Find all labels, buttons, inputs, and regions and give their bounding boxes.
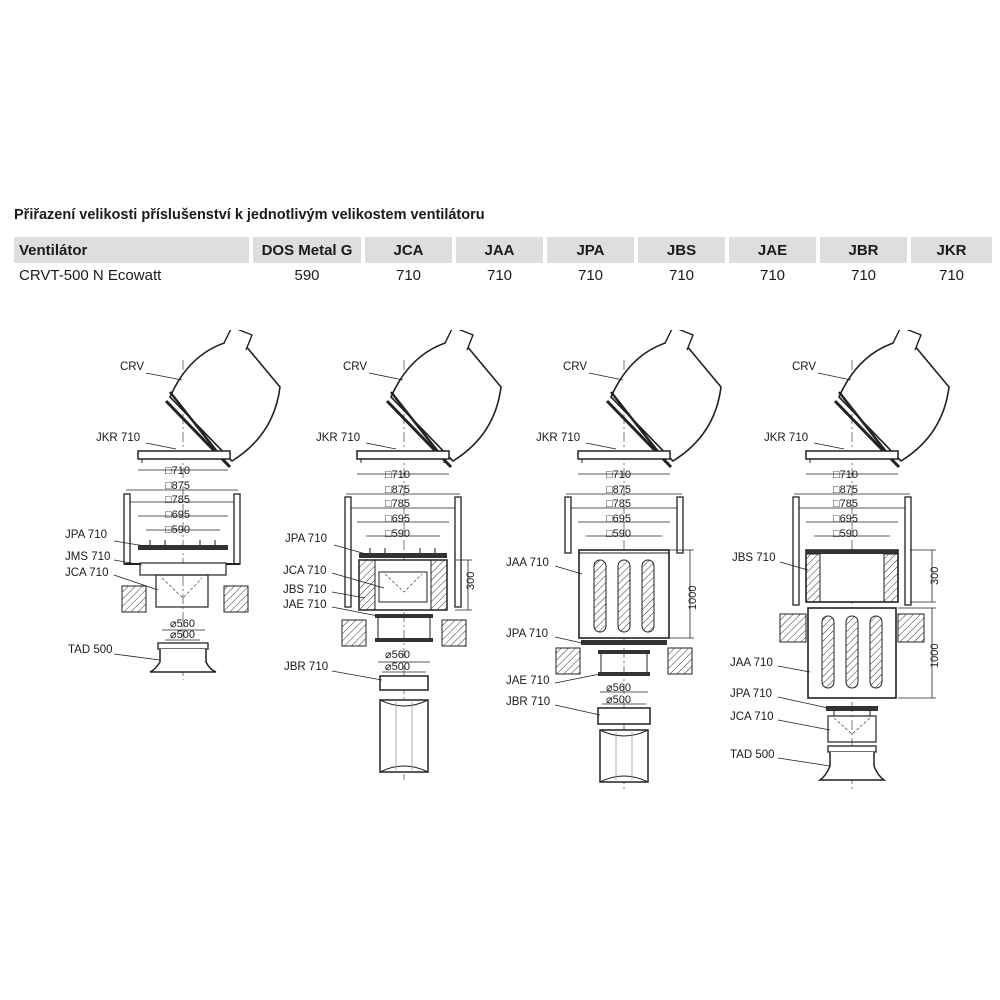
label-jkr: JKR 710: [764, 432, 809, 444]
column-header: JAA: [454, 237, 545, 263]
label-jms: JMS 710: [65, 551, 111, 563]
dim-710: □710: [606, 469, 631, 481]
dim-500: ⌀500: [606, 694, 631, 706]
dim-300: 300: [929, 566, 941, 585]
dim-875: □875: [606, 484, 631, 496]
column-header: JKR: [909, 237, 992, 263]
dim-590: □590: [833, 528, 858, 540]
dim-590: □590: [606, 528, 631, 540]
dim-875: □875: [385, 484, 410, 496]
dim-560: ⌀560: [385, 649, 410, 661]
label-jae: JAE 710: [283, 599, 327, 611]
table-cell: 710: [363, 263, 454, 287]
column-header: Ventilátor: [14, 237, 251, 263]
column-header: JBS: [636, 237, 727, 263]
column-header: JPA: [545, 237, 636, 263]
assembly-diagram-2: [283, 330, 501, 780]
column-header: DOS Metal G: [251, 237, 363, 263]
dim-560: ⌀560: [170, 618, 195, 630]
column-header: JAE: [727, 237, 818, 263]
dim-500: ⌀500: [385, 661, 410, 673]
dim-710: □710: [165, 465, 190, 477]
dim-1000: 1000: [687, 585, 699, 610]
dim-695: □695: [606, 513, 631, 525]
page-title: Přiřazení velikosti příslušenství k jednotlivým velikostem ventilátoru: [14, 207, 485, 223]
label-jpa: JPA 710: [65, 529, 107, 541]
label-jca: JCA 710: [65, 567, 109, 579]
label-jkr: JKR 710: [96, 432, 141, 444]
dim-300: 300: [465, 571, 477, 590]
label-tad: TAD 500: [730, 749, 775, 761]
label-jbs: JBS 710: [283, 584, 327, 596]
label-jbs: JBS 710: [732, 552, 776, 564]
dim-695: □695: [385, 513, 410, 525]
dim-695: □695: [833, 513, 858, 525]
table-cell: 710: [909, 263, 992, 287]
dim-560: ⌀560: [606, 682, 631, 694]
label-jca: JCA 710: [730, 711, 774, 723]
dim-785: □785: [833, 498, 858, 510]
accessory-size-table: [14, 237, 992, 287]
table-cell: 710: [636, 263, 727, 287]
dim-710: □710: [385, 469, 410, 481]
table-header-row: [14, 237, 992, 263]
dim-1000: 1000: [929, 643, 941, 668]
assembly-diagram-4: [730, 330, 949, 790]
label-jae: JAE 710: [506, 675, 550, 687]
label-tad: TAD 500: [68, 644, 113, 656]
dim-590: □590: [165, 524, 190, 536]
label-jpa: JPA 710: [506, 628, 548, 640]
dim-500: ⌀500: [170, 629, 195, 641]
label-jkr: JKR 710: [536, 432, 581, 444]
table-row: [14, 263, 992, 287]
label-jpa: JPA 710: [730, 688, 772, 700]
label-crv: CRV: [120, 361, 145, 373]
assembly-diagrams: [0, 330, 1000, 800]
table-cell: 710: [454, 263, 545, 287]
dim-875: □875: [165, 480, 190, 492]
label-jca: JCA 710: [283, 565, 327, 577]
column-header: JBR: [818, 237, 909, 263]
label-crv: CRV: [343, 361, 368, 373]
dim-785: □785: [606, 498, 631, 510]
label-crv: CRV: [792, 361, 817, 373]
assembly-diagram-3: [506, 330, 721, 790]
dim-785: □785: [385, 498, 410, 510]
assembly-diagram-1: [65, 330, 280, 680]
label-jaa: JAA 710: [506, 557, 549, 569]
label-jkr: JKR 710: [316, 432, 361, 444]
table-cell: 590: [251, 263, 363, 287]
dim-785: □785: [165, 494, 190, 506]
table-cell: 710: [545, 263, 636, 287]
dim-710: □710: [833, 469, 858, 481]
label-jbr: JBR 710: [506, 696, 551, 708]
label-jbr: JBR 710: [284, 661, 329, 673]
dim-695: □695: [165, 509, 190, 521]
table-cell: 710: [727, 263, 818, 287]
label-crv: CRV: [563, 361, 588, 373]
dim-875: □875: [833, 484, 858, 496]
dim-590: □590: [385, 528, 410, 540]
column-header: JCA: [363, 237, 454, 263]
label-jpa: JPA 710: [285, 533, 327, 545]
table-cell: CRVT-500 N Ecowatt: [19, 266, 162, 284]
table-cell: 710: [818, 263, 909, 287]
label-jaa: JAA 710: [730, 657, 773, 669]
